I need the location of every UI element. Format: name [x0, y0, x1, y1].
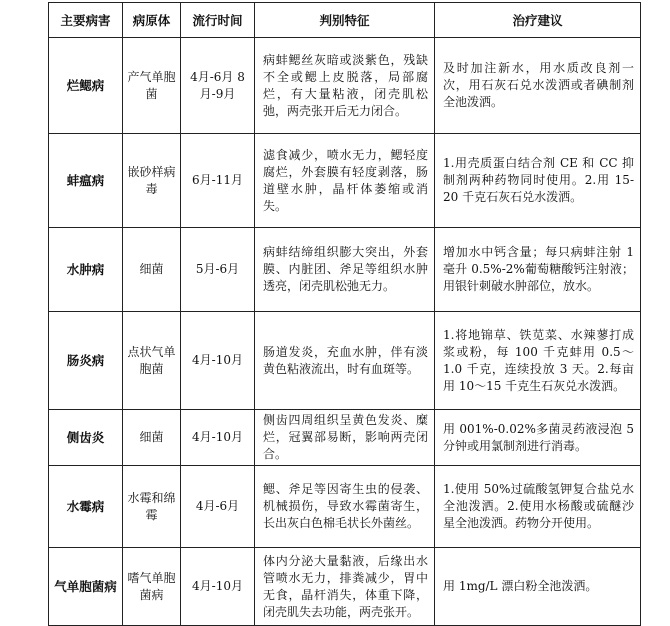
- treatment-cell: 1.用壳质蛋白结合剂 CE 和 CC 抑制剂两种药物同时使用。2.用 15-20 千克石灰石兑水泼洒。: [435, 134, 641, 228]
- time-cell: 4月-6月: [181, 466, 255, 548]
- feature-cell: 体内分泌大量黏液，后缘出水管喷水无力，排粪减少，胃中无食，晶杆消失，体重下降，闭壳肌失去功能，两壳张开。: [255, 548, 435, 626]
- treatment-cell: 增加水中钙含量；每只病蚌注射 1 毫升 0.5%-2%葡萄糖酸钙注射液；用银针刺破水肿部位，放水。: [435, 228, 641, 312]
- pathogen-cell: 水霉和绵霉: [123, 466, 181, 548]
- time-cell: 4月-10月: [181, 312, 255, 410]
- pathogen-cell: 点状气单胞菌: [123, 312, 181, 410]
- disease-cell: 气单胞菌病: [49, 548, 123, 626]
- treatment-cell: 用 001%-0.02%多菌灵药液浸泡 5 分钟或用氯制剂进行消毒。: [435, 410, 641, 466]
- table-row: [49, 466, 641, 548]
- header-pathogen: 病原体: [123, 3, 181, 38]
- disease-table: [48, 2, 641, 626]
- table-row: [49, 134, 641, 228]
- table-row: [49, 312, 641, 410]
- treatment-cell: 及时加注新水，用水质改良剂一次，用石灰石兑水泼洒或者碘制剂全池泼洒。: [435, 38, 641, 134]
- disease-cell: 蚌瘟病: [49, 134, 123, 228]
- table-header-row: [49, 3, 641, 38]
- time-cell: 4月-10月: [181, 548, 255, 626]
- header-time: 流行时间: [181, 3, 255, 38]
- header-treatment: 治疗建议: [435, 3, 641, 38]
- disease-cell: 烂鳃病: [49, 38, 123, 134]
- disease-cell: 侧齿炎: [49, 410, 123, 466]
- header-feature: 判别特征: [255, 3, 435, 38]
- pathogen-cell: 细菌: [123, 410, 181, 466]
- header-disease: 主要病害: [49, 3, 123, 38]
- time-cell: 5月-6月: [181, 228, 255, 312]
- feature-cell: 侧齿四周组织呈黄色发炎、糜烂，冠翼部易断，影响两壳闭合。: [255, 410, 435, 466]
- pathogen-cell: 产气单胞菌: [123, 38, 181, 134]
- treatment-cell: 用 1mg/L 漂白粉全池泼洒。: [435, 548, 641, 626]
- feature-cell: 鳃、斧足等因寄生虫的侵袭、机械损伤，导致水霉菌寄生，长出灰白色棉毛状长外菌丝。: [255, 466, 435, 548]
- table-row: [49, 548, 641, 626]
- pathogen-cell: 嵌砂样病毒: [123, 134, 181, 228]
- feature-cell: 肠道发炎，充血水肿，伴有淡黄色粘液流出，时有血斑等。: [255, 312, 435, 410]
- feature-cell: 病蚌鳃丝灰暗或淡紫色，残缺不全或鳃上皮脱落，局部腐烂，有大量粘液，闭壳肌松弛，两壳张开后无力闭合。: [255, 38, 435, 134]
- time-cell: 4月-10月: [181, 410, 255, 466]
- treatment-cell: 1.将地锦草、铁苋菜、水辣蓼打成浆或粉，每 100 千克蚌用 0.5～1.0 千克，连续投放 3 天。2.每亩用 10～15 千克生石灰兑水泼洒。: [435, 312, 641, 410]
- disease-cell: 水霉病: [49, 466, 123, 548]
- disease-cell: 水肿病: [49, 228, 123, 312]
- treatment-cell: 1.使用 50%过硫酸氢钾复合盐兑水全池泼洒。2.使用水杨酸或硫醚沙星全池泼洒。药物分开使用。: [435, 466, 641, 548]
- table-row: [49, 228, 641, 312]
- disease-cell: 肠炎病: [49, 312, 123, 410]
- pathogen-cell: 细菌: [123, 228, 181, 312]
- table-row: [49, 38, 641, 134]
- feature-cell: 滤食减少，喷水无力，鳃轻度腐烂，外套膜有轻度剥落，肠道壁水肿，晶杆体萎缩或消失。: [255, 134, 435, 228]
- table-row: [49, 410, 641, 466]
- time-cell: 4月-6月 8月-9月: [181, 38, 255, 134]
- pathogen-cell: 嗜气单胞菌病: [123, 548, 181, 626]
- feature-cell: 病蚌结缔组织膨大突出，外套膜、内脏团、斧足等组织水肿透亮，闭壳肌松弛无力。: [255, 228, 435, 312]
- time-cell: 6月-11月: [181, 134, 255, 228]
